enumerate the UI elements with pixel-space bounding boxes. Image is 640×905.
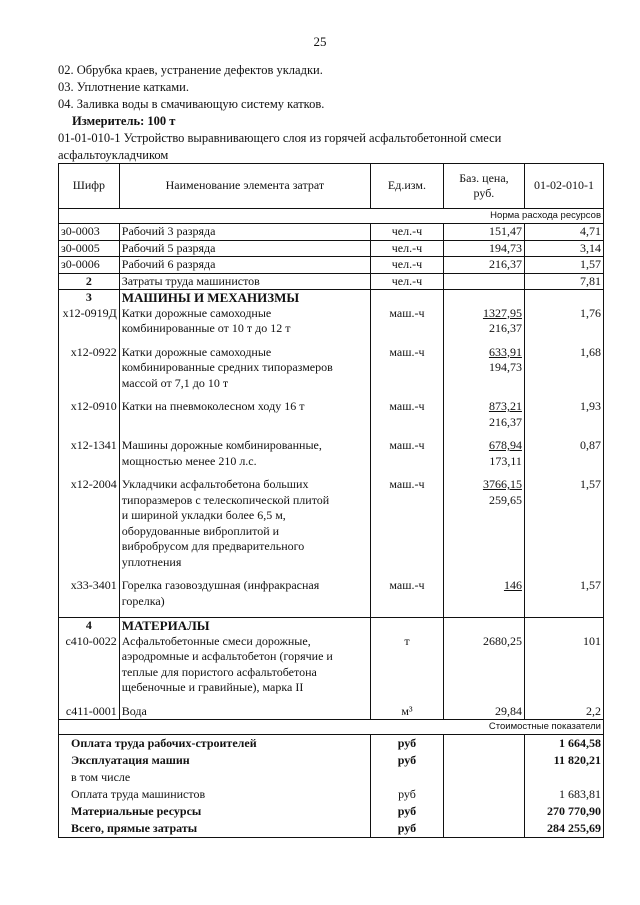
resource-unit: маш.-ч	[370, 477, 443, 570]
resource-unit: маш.-ч	[370, 438, 443, 469]
spacer	[524, 570, 603, 578]
spacer	[119, 337, 370, 345]
spacer	[370, 469, 443, 477]
spacer	[59, 430, 120, 438]
spacer	[119, 430, 370, 438]
resource-name: Машины дорожные комбинированные, мощностью менее 210 л.с.	[119, 438, 370, 469]
totals-value: 11 820,21	[524, 752, 603, 769]
spacer	[443, 430, 524, 438]
totals-value: 284 255,69	[524, 820, 603, 838]
header-code: Шифр	[59, 164, 120, 209]
totals-value	[524, 769, 603, 786]
base-price: 216,37	[443, 257, 524, 274]
totals-unit: руб	[371, 752, 444, 769]
table-row	[59, 477, 604, 570]
resource-code: х12-0919Д	[59, 306, 120, 337]
totals-spacer	[443, 769, 524, 786]
resource-code: с411-0001	[59, 704, 120, 720]
totals-table	[58, 735, 604, 838]
spacer	[370, 337, 443, 345]
section-number: 4	[59, 618, 120, 634]
spacer	[370, 609, 443, 618]
totals-unit: руб	[371, 803, 444, 820]
resource-name: Рабочий 3 разряда	[119, 224, 370, 241]
totals-row	[59, 769, 604, 786]
resource-name: Катки на пневмоколесном ходу 16 т	[119, 399, 370, 430]
resource-unit	[370, 618, 443, 634]
totals-unit: руб	[371, 820, 444, 838]
norm-value: 1,57	[524, 477, 603, 570]
resource-unit: чел.-ч	[370, 240, 443, 257]
measure-unit: Измеритель: 100 т	[72, 114, 176, 128]
spacer	[119, 570, 370, 578]
table-row	[59, 430, 604, 438]
resource-code: с410-0022	[59, 634, 120, 696]
norm-value: 0,87	[524, 438, 603, 469]
norm-value	[524, 618, 603, 634]
intro-line: 04. Заливка воды в смачивающую систему катков.	[58, 97, 325, 111]
norm-value: 1,93	[524, 399, 603, 430]
resource-unit: м³	[370, 704, 443, 720]
resource-code: х12-0922	[59, 345, 120, 392]
resource-name: Асфальтобетонные смеси дорожные, аэродромные и асфальтобетон (горячие и теплые для пористого асфальтобетона щебеночные и гравийные), марка II	[119, 634, 370, 696]
totals-spacer	[443, 803, 524, 820]
totals-unit: руб	[371, 786, 444, 803]
table-row	[59, 337, 604, 345]
section-title: МАТЕРИАЛЫ	[119, 618, 370, 634]
header-name: Наименование элемента затрат	[119, 164, 370, 209]
table-row	[59, 696, 604, 704]
base-price: 633,91 194,73	[443, 345, 524, 392]
spacer	[443, 391, 524, 399]
norm-subheader: Норма расхода ресурсов	[59, 209, 604, 224]
spacer	[524, 469, 603, 477]
spacer	[443, 337, 524, 345]
table-row	[59, 618, 604, 634]
table-row	[59, 273, 604, 290]
section-number: 3	[59, 290, 120, 306]
resource-code: х12-2004	[59, 477, 120, 570]
spacer	[370, 696, 443, 704]
table-row	[59, 570, 604, 578]
base-price: 194,73	[443, 240, 524, 257]
totals-row	[59, 803, 604, 820]
spacer	[524, 391, 603, 399]
totals-spacer	[443, 752, 524, 769]
resource-name: Катки дорожные самоходные комбинированные от 10 т до 12 т	[119, 306, 370, 337]
totals-row	[59, 752, 604, 769]
page-number: 25	[313, 34, 327, 49]
table-row	[59, 469, 604, 477]
table-row	[59, 306, 604, 337]
resource-code: х12-1341	[59, 438, 120, 469]
base-price: 873,21 216,37	[443, 399, 524, 430]
totals-spacer	[443, 735, 524, 752]
totals-label: Материальные ресурсы	[59, 803, 371, 820]
resource-name: Рабочий 5 разряда	[119, 240, 370, 257]
spacer	[59, 391, 120, 399]
totals-label: в том числе	[59, 769, 371, 786]
header-norm: 01-02-010-1	[524, 164, 603, 209]
totals-row	[59, 735, 604, 752]
resource-code: з0-0005	[59, 240, 120, 257]
norm-value: 1,68	[524, 345, 603, 392]
resource-unit: чел.-ч	[370, 257, 443, 274]
totals-row	[59, 820, 604, 838]
resource-unit: маш.-ч	[370, 578, 443, 609]
resource-code: х12-0910	[59, 399, 120, 430]
totals-spacer	[443, 820, 524, 838]
totals-value: 270 770,90	[524, 803, 603, 820]
resource-name: Катки дорожные самоходные комбинированные средних типоразмеров массой от 7,1 до 10 т	[119, 345, 370, 392]
totals-unit	[371, 769, 444, 786]
spacer	[443, 469, 524, 477]
cost-subheader: Стоимостные показатели	[59, 720, 604, 735]
intro-line: 03. Уплотнение катками.	[58, 80, 189, 94]
spacer	[59, 469, 120, 477]
resource-name: Затраты труда машинистов	[119, 273, 370, 290]
section-title: МАШИНЫ И МЕХАНИЗМЫ	[119, 290, 370, 306]
norm-title: 01-01-010-1 Устройство выравнивающего слоя из горячей асфальтобетонной смеси	[58, 131, 502, 145]
resource-code: з0-0003	[59, 224, 120, 241]
norm-value: 1,57	[524, 578, 603, 609]
table-row	[59, 345, 604, 392]
base-price	[443, 290, 524, 306]
table-row	[59, 240, 604, 257]
spacer	[443, 570, 524, 578]
spacer	[119, 609, 370, 618]
spacer	[119, 391, 370, 399]
table-row	[59, 290, 604, 306]
table-row	[59, 578, 604, 609]
norm-value: 1,57	[524, 257, 603, 274]
norm-title-continued: асфальтоукладчиком	[58, 148, 169, 162]
table-row	[59, 609, 604, 618]
spacer	[524, 696, 603, 704]
base-price: 3766,15 259,65	[443, 477, 524, 570]
spacer	[59, 337, 120, 345]
resource-unit: чел.-ч	[370, 273, 443, 290]
resource-unit: маш.-ч	[370, 399, 443, 430]
totals-unit: руб	[371, 735, 444, 752]
resource-name: Горелка газовоздушная (инфракрасная горелка)	[119, 578, 370, 609]
spacer	[119, 696, 370, 704]
norm-value: 2,2	[524, 704, 603, 720]
spacer	[119, 469, 370, 477]
resource-unit: т	[370, 634, 443, 696]
spacer	[59, 696, 120, 704]
totals-row	[59, 786, 604, 803]
totals-value: 1 683,81	[524, 786, 603, 803]
table-row	[59, 438, 604, 469]
resource-name: Рабочий 6 разряда	[119, 257, 370, 274]
resource-name: Вода	[119, 704, 370, 720]
table-row	[59, 704, 604, 720]
totals-label: Оплата труда машинистов	[59, 786, 371, 803]
header-price: Баз. цена, руб.	[443, 164, 524, 209]
resource-unit: маш.-ч	[370, 345, 443, 392]
totals-label: Оплата труда рабочих-строителей	[59, 735, 371, 752]
totals-value: 1 664,58	[524, 735, 603, 752]
spacer	[524, 609, 603, 618]
intro-text	[58, 62, 618, 164]
base-price: 678,94 173,11	[443, 438, 524, 469]
table-row	[59, 391, 604, 399]
resource-unit	[370, 290, 443, 306]
resource-name: Укладчики асфальтобетона больших типоразмеров с телескопической плитой и шириной укладки более 6,5 м, оборудованные виброплитой и вибробрусом для предварительного уплотнения	[119, 477, 370, 570]
table-row	[59, 634, 604, 696]
base-price	[443, 273, 524, 290]
spacer	[524, 337, 603, 345]
base-price	[443, 618, 524, 634]
header-unit: Ед.изм.	[370, 164, 443, 209]
spacer	[443, 696, 524, 704]
totals-label: Эксплуатация машин	[59, 752, 371, 769]
norm-value: 3,14	[524, 240, 603, 257]
spacer	[59, 570, 120, 578]
totals-spacer	[443, 786, 524, 803]
resource-unit: чел.-ч	[370, 224, 443, 241]
base-price: 29,84	[443, 704, 524, 720]
norm-value: 1,76	[524, 306, 603, 337]
spacer	[370, 570, 443, 578]
resource-code: з0-0006	[59, 257, 120, 274]
resource-unit: маш.-ч	[370, 306, 443, 337]
norm-value: 7,81	[524, 273, 603, 290]
spacer	[59, 609, 120, 618]
spacer	[524, 430, 603, 438]
table-row	[59, 720, 604, 735]
table-row	[59, 399, 604, 430]
norm-value: 101	[524, 634, 603, 696]
table-row	[59, 257, 604, 274]
spacer	[370, 391, 443, 399]
norm-value	[524, 290, 603, 306]
base-price: 151,47	[443, 224, 524, 241]
base-price: 146	[443, 578, 524, 609]
resource-norm-table	[58, 163, 604, 735]
norm-value: 4,71	[524, 224, 603, 241]
intro-line: 02. Обрубка краев, устранение дефектов укладки.	[58, 63, 323, 77]
totals-label: Всего, прямые затраты	[59, 820, 371, 838]
base-price: 1327,95 216,37	[443, 306, 524, 337]
spacer	[370, 430, 443, 438]
table-row	[59, 224, 604, 241]
base-price: 2680,25	[443, 634, 524, 696]
section-number: 2	[59, 273, 120, 290]
resource-code: х33-3401	[59, 578, 120, 609]
spacer	[443, 609, 524, 618]
